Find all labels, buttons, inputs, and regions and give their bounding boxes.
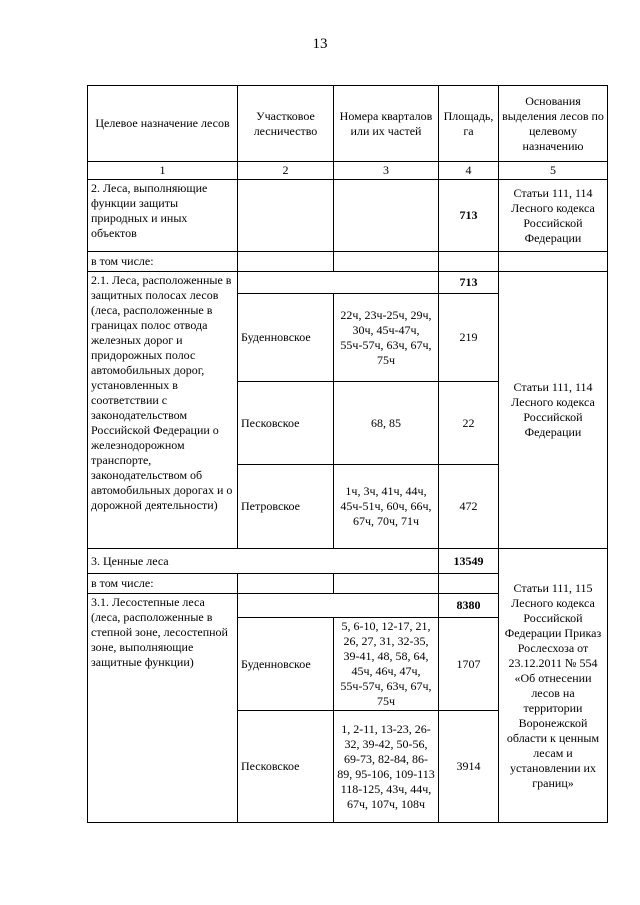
empty-cell bbox=[334, 252, 439, 272]
column-number: 1 bbox=[88, 162, 238, 180]
section-2-basis: Статьи 111, 114 Лесного кодекса Российской Федерации bbox=[499, 180, 608, 252]
empty-cell bbox=[238, 252, 334, 272]
area-value: 219 bbox=[439, 294, 499, 382]
empty-cell bbox=[238, 574, 334, 594]
quarters-list: 5, 6-10, 12-17, 21, 26, 27, 31, 32-35, 39-41, 48, 58, 64, 45ч, 46ч, 47ч, 55ч-57ч, 63ч, 67ч, 75ч bbox=[334, 618, 439, 711]
quarters-list: 1ч, 3ч, 41ч, 44ч, 45ч-51ч, 60ч, 66ч, 67ч, 70ч, 71ч bbox=[334, 465, 439, 549]
section-3-1-area: 8380 bbox=[439, 594, 499, 618]
empty-cell bbox=[238, 594, 439, 618]
empty-cell bbox=[238, 272, 439, 294]
section-2-1-basis: Статьи 111, 114 Лесного кодекса Российской Федерации bbox=[499, 272, 608, 549]
forestry-name: Песковское bbox=[238, 711, 334, 823]
section-2-row bbox=[88, 180, 608, 252]
area-value: 22 bbox=[439, 382, 499, 465]
forestry-name: Петровское bbox=[238, 465, 334, 549]
header-area: Площадь, га bbox=[439, 86, 499, 162]
area-value: 1707 bbox=[439, 618, 499, 711]
section-3-area: 13549 bbox=[439, 549, 499, 574]
header-purpose: Целевое назначение лесов bbox=[88, 86, 238, 162]
empty-cell bbox=[499, 252, 608, 272]
section-2-1-area: 713 bbox=[439, 272, 499, 294]
section-3-1-title: 3.1. Лесостепные леса (леса, расположенные в степной зоне, лесостепной зоне, выполняющие защитные функции) bbox=[88, 594, 238, 823]
section-2-area: 713 bbox=[439, 180, 499, 252]
empty-cell bbox=[238, 180, 334, 252]
column-number: 2 bbox=[238, 162, 334, 180]
section-2-title: 2. Леса, выполняющие функции защиты природных и иных объектов bbox=[88, 180, 238, 252]
quarters-list: 68, 85 bbox=[334, 382, 439, 465]
section-3-title: 3. Ценные леса bbox=[88, 549, 439, 574]
section-3-basis: Статьи 111, 115 Лесного кодекса Российской Федерации Приказ Рослесхоза от 23.12.2011 № 554 «Об отнесении лесов на территории Воронежской области к ценным лесам и установлении их границ» bbox=[499, 549, 608, 823]
in-total-label: в том числе: bbox=[88, 252, 238, 272]
empty-cell bbox=[334, 180, 439, 252]
in-total-row bbox=[88, 252, 608, 272]
header-forestry: Участковое лесничество bbox=[238, 86, 334, 162]
empty-cell bbox=[439, 252, 499, 272]
quarters-list: 22ч, 23ч-25ч, 29ч, 30ч, 45ч-47ч, 55ч-57ч, 63ч, 67ч, 75ч bbox=[334, 294, 439, 382]
area-value: 472 bbox=[439, 465, 499, 549]
forestry-name: Буденновское bbox=[238, 294, 334, 382]
page-number: 13 bbox=[312, 36, 328, 52]
area-value: 3914 bbox=[439, 711, 499, 823]
header-row bbox=[88, 86, 608, 162]
empty-cell bbox=[334, 574, 439, 594]
column-number: 3 bbox=[334, 162, 439, 180]
forestry-name: Буденновское bbox=[238, 618, 334, 711]
section-2-1-row bbox=[88, 272, 608, 294]
quarters-list: 1, 2-11, 13-23, 26-32, 39-42, 50-56, 69-73, 82-84, 86-89, 95-106, 109-113 118-125, 43ч, 44ч, 67ч, 107ч, 108ч bbox=[334, 711, 439, 823]
column-number: 5 bbox=[499, 162, 608, 180]
forest-purpose-table bbox=[87, 85, 608, 823]
section-2-1-title: 2.1. Леса, расположенные в защитных полосах лесов (леса, расположенные в границах полос отвода железных дорог и придорожных полос автомобильных дорог, установленных в соответствии с законодательством Российской Федерации о железнодорожном транспорте, законодательством об автомобильных дорогах и о дорожной деятельности) bbox=[88, 272, 238, 549]
empty-cell bbox=[439, 574, 499, 594]
column-number: 4 bbox=[439, 162, 499, 180]
column-numbers-row bbox=[88, 162, 608, 180]
section-3-row bbox=[88, 549, 608, 574]
header-quarters: Номера кварталов или их частей bbox=[334, 86, 439, 162]
in-total-label: в том числе: bbox=[88, 574, 238, 594]
forestry-name: Песковское bbox=[238, 382, 334, 465]
header-basis: Основания выделения лесов по целевому назначению bbox=[499, 86, 608, 162]
